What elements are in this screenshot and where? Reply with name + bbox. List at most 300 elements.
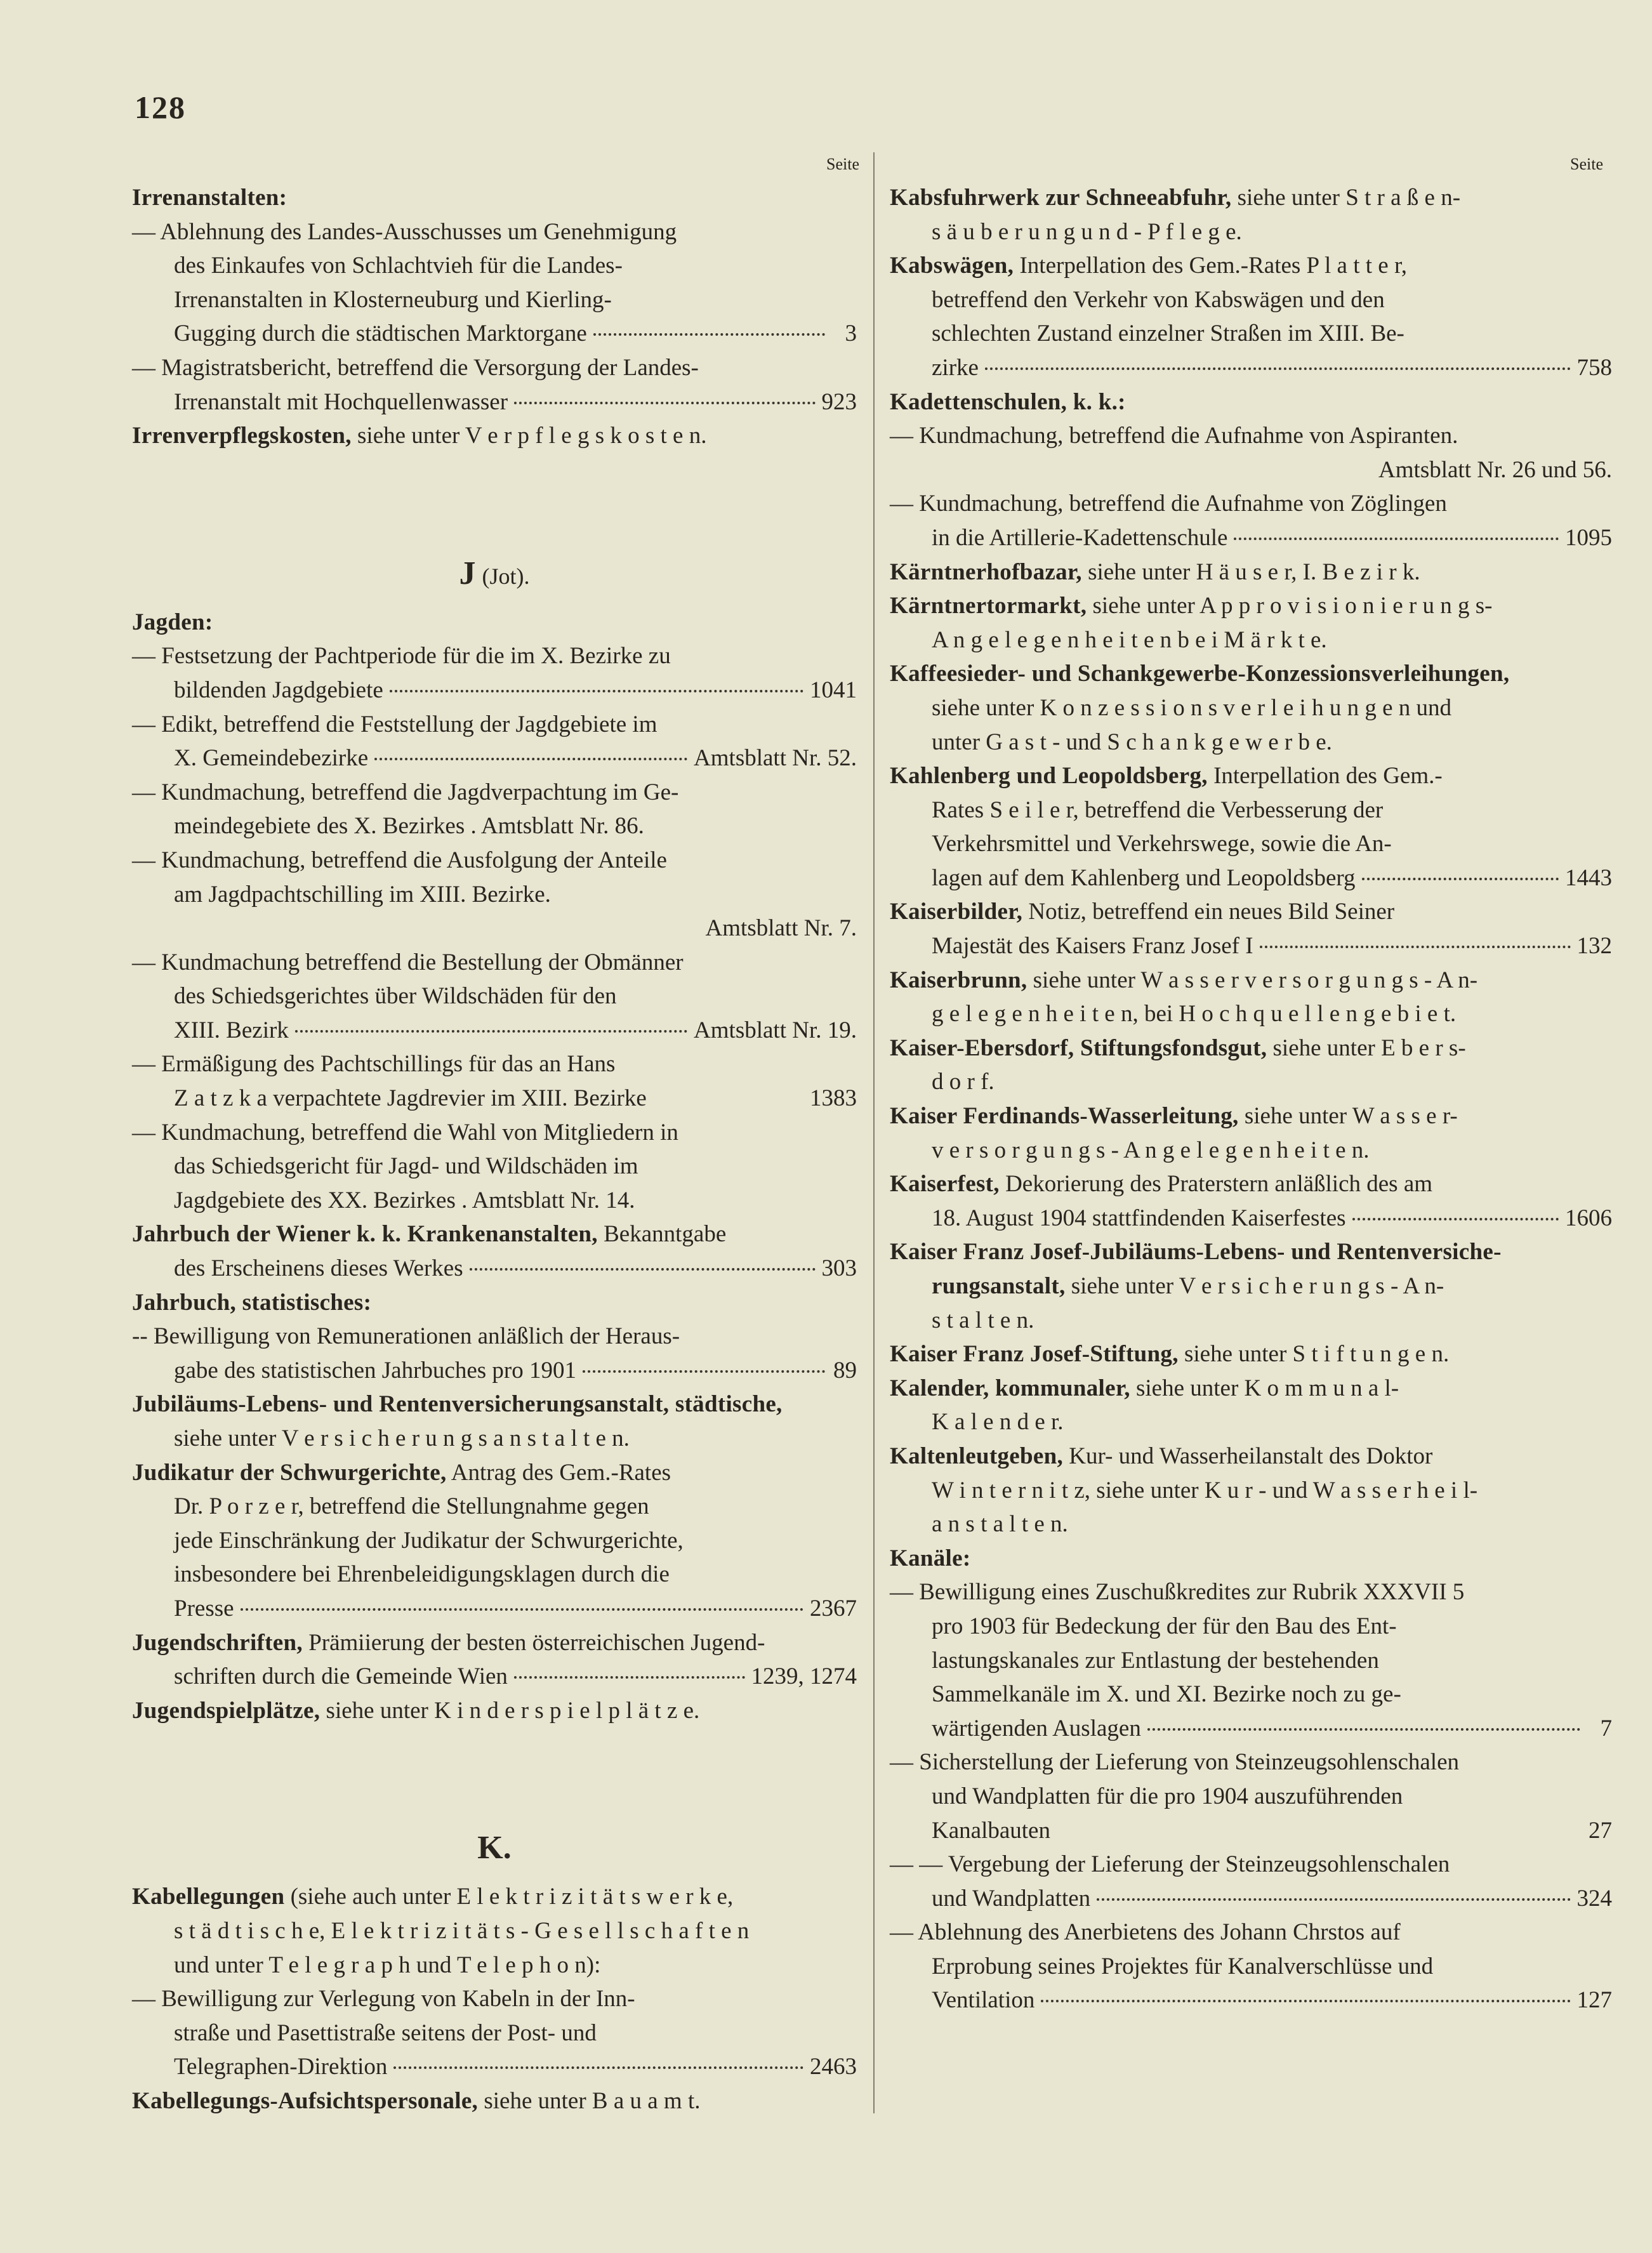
entry-keyword: Kanäle:	[890, 1545, 971, 1571]
page-reference: 1041	[810, 677, 857, 703]
entry-description: insbesondere bei Ehrenbeleidigungsklagen durch die	[174, 1561, 670, 1588]
entry-text	[174, 1660, 508, 1694]
entry-description: siehe unter V e r s i c h e r u n g s - A n-	[1065, 1273, 1444, 1299]
entry-text	[132, 181, 287, 215]
entry-text	[890, 1371, 1399, 1406]
index-entry-continuation	[890, 215, 1612, 249]
entry-description: Irrenanstalt mit Hochquellenwasser	[174, 388, 508, 415]
index-entry-line	[132, 1456, 857, 1490]
index-entry-line	[132, 1626, 857, 1660]
page-reference: 923	[821, 388, 857, 415]
entry-description: des Einkaufes von Schlachtvieh für die Landes-	[174, 253, 623, 279]
entry-keyword: Kaiserbrunn,	[890, 967, 1028, 993]
index-entry-continuation	[890, 1644, 1612, 1678]
index-entry-continuation	[890, 827, 1612, 861]
entry-description: g e l e g e n h e i t e n, bei H o c h q u e l l e n g e b i e t.	[932, 1001, 1457, 1027]
entry-description: — Ermäßigung des Pachtschillings für das an Hans	[132, 1051, 616, 1078]
entry-description: Notiz, betreffend ein neues Bild Seiner	[1022, 899, 1395, 925]
index-entry-line	[890, 487, 1612, 521]
entry-description: XIII. Bezirk	[174, 1017, 289, 1043]
index-entry-continuation	[890, 1677, 1612, 1712]
dot-leader	[1147, 1728, 1580, 1731]
entry-text	[932, 827, 1392, 861]
index-entry-line	[132, 605, 857, 640]
entry-description: Dr. P o r z e r, betreffend die Stellungnahme gegen	[174, 1493, 649, 1520]
entry-description: Jagdgebiete des XX. Bezirkes . Amtsblatt Nr. 14.	[174, 1187, 635, 1213]
entry-text	[932, 1609, 1397, 1644]
entry-text	[890, 249, 1407, 283]
dot-leader	[514, 1676, 745, 1679]
page-reference: 758	[1576, 354, 1612, 381]
entry-description: X. Gemeindebezirke	[174, 745, 369, 772]
entry-text	[132, 1694, 699, 1728]
entry-text	[890, 555, 1420, 590]
entry-text	[932, 1201, 1346, 1236]
entry-description: — Ablehnung des Anerbietens des Johann Chrstos auf	[890, 1919, 1401, 1946]
entry-text	[890, 1031, 1466, 1066]
entry-keyword: Kaiserbilder,	[890, 899, 1023, 925]
entry-keyword: Judikatur der Schwurgerichte,	[132, 1459, 447, 1486]
entry-text	[132, 605, 213, 640]
entry-description: s ä u b e r u n g u n d - P f l e g e.	[932, 218, 1242, 245]
entry-keyword: Kaiserfest,	[890, 1171, 1000, 1198]
entry-text	[890, 589, 1492, 623]
index-entry-continuation	[132, 1081, 857, 1116]
entry-description: W i n t e r n i t z, siehe unter K u r - und W a s s e r h e i l-	[932, 1477, 1478, 1503]
entry-keyword: Kahlenberg und Leopoldsberg,	[890, 763, 1208, 790]
entry-text	[890, 963, 1477, 998]
entry-text	[932, 1065, 995, 1099]
entry-description: Interpellation des Gem.-	[1207, 763, 1443, 790]
entry-description: unter G a s t - und S c h a n k g e w e r b e.	[932, 729, 1332, 755]
dot-leader	[1041, 2000, 1570, 2002]
index-entry-continuation	[132, 1252, 857, 1286]
index-entry-continuation	[890, 1507, 1612, 1542]
entry-text	[890, 1915, 1401, 1950]
index-entry-line	[890, 1337, 1612, 1371]
entry-text	[132, 215, 677, 249]
index-entry-continuation	[132, 2050, 857, 2084]
entry-description: des Schiedsgerichtes über Wildschäden für den	[174, 983, 617, 1010]
index-entry-line	[890, 1371, 1612, 1406]
entry-description: — Bewilligung zur Verlegung von Kabeln in der Inn-	[132, 1986, 635, 2012]
entry-description: und unter T e l e g r a p h und T e l e p h o n):	[174, 1952, 601, 1978]
entry-description: — Magistratsbericht, betreffend die Versorgung der Landes-	[132, 354, 699, 381]
entry-text	[174, 979, 617, 1014]
index-entry-continuation	[890, 1405, 1612, 1439]
entry-description: Z a t z k a verpachtete Jagdrevier im XIII. Bezirke	[174, 1085, 647, 1112]
entry-text	[174, 283, 612, 317]
entry-description: Prämiierung der besten österreichischen Jugend-	[302, 1629, 765, 1656]
entry-description: — Kundmachung, betreffend die Jagdverpachtung im Ge-	[132, 779, 679, 805]
entry-keyword: Irrenanstalten:	[132, 185, 287, 211]
entry-description: — — Vergebung der Lieferung der Steinzeugsohlenschalen	[890, 1851, 1450, 1878]
entry-description: 18. August 1904 stattfindenden Kaiserfestes	[932, 1205, 1346, 1231]
index-entry-continuation	[890, 453, 1612, 487]
entry-text	[932, 351, 979, 385]
entry-text	[890, 657, 1509, 691]
entry-text	[132, 776, 678, 810]
index-entry-continuation	[890, 1712, 1612, 1746]
dot-leader	[374, 758, 687, 760]
entry-text	[132, 1319, 680, 1354]
index-entry-continuation	[132, 1592, 857, 1626]
entry-description: Kanalbauten	[932, 1817, 1050, 1844]
entry-description: siehe unter K i n d e r s p i e l p l ä t z e.	[320, 1697, 700, 1724]
entry-keyword: Kadettenschulen, k. k.:	[890, 388, 1126, 415]
entry-text	[174, 385, 508, 420]
index-entry-continuation	[890, 1065, 1612, 1099]
entry-description: Ventilation	[932, 1987, 1035, 2014]
entry-keyword: Jubiläums-Lebens- und Rentenversicherungsanstalt, städtische,	[132, 1391, 783, 1418]
index-entry-line	[890, 555, 1612, 590]
entry-description: — Kundmachung betreffend die Bestellung der Obmänner	[132, 949, 684, 975]
entry-description: — Bewilligung eines Zuschußkredites zur Rubrik XXXVII 5	[890, 1579, 1465, 1606]
entry-description: lastungskanales zur Entlastung der bestehenden	[932, 1647, 1379, 1674]
index-entry-continuation	[890, 1780, 1612, 1814]
entry-description: siehe unter H ä u s e r, I. B e z i r k.	[1081, 558, 1420, 585]
index-entry-continuation	[132, 1014, 857, 1048]
entry-description: a n s t a l t e n.	[932, 1511, 1068, 1538]
seite-label-left: Seite	[826, 155, 859, 173]
entry-description: bildenden Jagdgebiete	[174, 677, 383, 703]
entry-description: gabe des statistischen Jahrbuches pro 1901	[174, 1357, 576, 1384]
entry-text	[174, 1252, 463, 1286]
index-entry-continuation	[132, 283, 857, 317]
entry-description: — Edikt, betreffend die Feststellung der Jagdgebiete im	[132, 711, 657, 737]
dot-leader	[514, 402, 815, 404]
page-reference: 1383	[810, 1085, 857, 1112]
entry-keyword: Kabellegungs-Aufsichtspersonale,	[132, 2087, 479, 2114]
entry-description: siehe unter A p p r o v i s i o n i e r u n g s-	[1087, 593, 1493, 619]
entry-text	[890, 759, 1443, 793]
entry-text	[890, 1337, 1449, 1371]
index-entry-line	[890, 1167, 1612, 1201]
entry-text	[890, 419, 1458, 453]
entry-text	[132, 639, 671, 673]
entry-description: Telegraphen-Direktion	[174, 2054, 388, 2080]
index-entry-continuation	[890, 1304, 1612, 1338]
entry-description: siehe unter S t i f t u n g e n.	[1178, 1341, 1450, 1368]
entry-text	[932, 691, 1451, 725]
index-entry-continuation	[890, 1882, 1612, 1916]
entry-description: s t a l t e n.	[932, 1307, 1034, 1333]
entry-description: siehe unter S t r a ß e n-	[1231, 185, 1461, 211]
index-entry-line	[890, 385, 1612, 420]
entry-text	[132, 419, 706, 453]
entry-keyword: Kaffeesieder- und Schankgewerbe-Konzessionsverleihungen,	[890, 661, 1510, 687]
dot-leader	[241, 1608, 803, 1611]
entry-description: pro 1903 für Bedeckung der für den Bau des Ent-	[932, 1613, 1397, 1639]
index-entry-continuation	[132, 1149, 857, 1184]
entry-text	[890, 1439, 1432, 1474]
dot-leader	[295, 1030, 687, 1033]
index-entry-continuation	[890, 1983, 1612, 2018]
index-entry-continuation	[890, 1474, 1612, 1508]
page-reference: Amtsblatt Nr. 19.	[694, 1017, 857, 1043]
entry-text	[932, 725, 1332, 760]
entry-description: siehe unter W a s s e r-	[1238, 1103, 1458, 1130]
index-entry-continuation	[132, 1524, 857, 1558]
index-entry-line	[890, 249, 1612, 283]
index-column-right	[890, 181, 1612, 2018]
entry-text	[174, 2016, 597, 2051]
index-column-left	[132, 181, 857, 2118]
index-entry-line	[132, 351, 857, 385]
index-entry-line	[132, 1880, 857, 1914]
entry-text	[932, 1474, 1477, 1508]
page-reference: 1095	[1565, 524, 1612, 551]
index-entry-line	[132, 2084, 857, 2118]
entry-description: Interpellation des Gem.-Rates P l a t t e r,	[1014, 253, 1408, 279]
entry-keyword: Kärntnertormarkt,	[890, 593, 1087, 619]
entry-keyword: Kärntnerhofbazar,	[890, 558, 1082, 585]
page-reference: Amtsblatt Nr. 52.	[694, 745, 857, 772]
index-entry-line	[890, 1542, 1612, 1576]
entry-description: in die Artillerie-Kadettenschule	[932, 524, 1228, 551]
page-reference: 1606	[1565, 1205, 1612, 1231]
index-entry-line	[132, 1387, 857, 1422]
entry-description: Sammelkanäle im X. und XI. Bezirke noch zu ge-	[932, 1681, 1401, 1708]
entry-description: am Jagdpachtschilling im XIII. Bezirke.	[174, 881, 551, 908]
entry-description: Gugging durch die städtischen Marktorgane	[174, 320, 587, 347]
dot-leader	[1352, 1218, 1559, 1220]
entry-text	[174, 1524, 684, 1558]
index-entry-continuation	[132, 1354, 857, 1388]
entry-text	[932, 1780, 1403, 1814]
entry-description: und Wandplatten	[932, 1885, 1091, 1912]
entry-description: betreffend den Verkehr von Kabswägen und den	[932, 286, 1385, 313]
entry-description: — Kundmachung, betreffend die Ausfolgung der Anteile	[132, 847, 667, 873]
dot-leader	[390, 690, 803, 692]
entry-description: Bekanntgabe	[597, 1221, 727, 1248]
index-entry-line	[890, 181, 1612, 215]
page-reference: 7	[1600, 1715, 1612, 1741]
entry-description: Kur- und Wasserheilanstalt des Doktor	[1063, 1443, 1433, 1469]
entry-description: v e r s o r g u n g s - A n g e l e g e n h e i t e n.	[932, 1137, 1370, 1163]
entry-description: schriften durch die Gemeinde Wien	[174, 1663, 508, 1690]
entry-description: zirke	[932, 354, 979, 381]
entry-text	[132, 1982, 635, 2016]
index-entry-continuation	[890, 1269, 1612, 1304]
entry-text	[132, 2084, 701, 2118]
page-reference: 324	[1576, 1885, 1612, 1912]
index-entry-continuation	[890, 521, 1612, 555]
entry-description: siehe unter K o n z e s s i o n s v e r l e i h u n g e n und	[932, 694, 1451, 721]
entry-text	[132, 843, 667, 878]
entry-description: jede Einschränkung der Judikatur der Schwurgerichte,	[174, 1527, 684, 1554]
page-reference: 27	[1589, 1817, 1612, 1844]
index-entry-line	[132, 1116, 857, 1150]
entry-text	[174, 1490, 649, 1524]
index-entry-continuation	[132, 1948, 857, 1983]
entry-description: — Kundmachung, betreffend die Aufnahme von Zöglingen	[890, 491, 1447, 517]
entry-keyword: Kabsfuhrwerk zur Schneeabfuhr,	[890, 185, 1232, 211]
index-entry-line	[132, 1047, 857, 1081]
entry-text	[174, 1592, 234, 1626]
entry-description: des Erscheinens dieses Werkes	[174, 1255, 463, 1282]
index-entry-line	[132, 843, 857, 878]
entry-text	[132, 1880, 733, 1914]
entry-text	[890, 895, 1394, 929]
index-entry-continuation	[890, 1609, 1612, 1644]
entry-text	[132, 708, 657, 742]
entry-text	[174, 249, 623, 283]
index-entry-line	[890, 895, 1612, 929]
index-entry-continuation	[132, 317, 857, 351]
entry-description: siehe unter B a u a m t.	[478, 2087, 701, 2114]
index-entry-continuation	[132, 673, 857, 708]
index-entry-continuation	[132, 249, 857, 283]
page-reference: 132	[1576, 933, 1612, 960]
entry-description: d o r f.	[932, 1069, 995, 1095]
entry-keyword: Irrenverpflegskosten,	[132, 423, 352, 449]
entry-keyword: Kaiser Ferdinands-Wasserleitung,	[890, 1103, 1239, 1130]
index-entry-continuation	[890, 793, 1612, 828]
index-entry-continuation	[132, 911, 857, 946]
section-letter: K.	[477, 1830, 512, 1866]
index-entry-continuation	[890, 725, 1612, 760]
dot-leader	[1234, 538, 1559, 540]
section-letter-heading	[132, 548, 857, 599]
index-entry-line	[132, 1982, 857, 2016]
entry-text	[932, 521, 1227, 555]
entry-text	[174, 1948, 600, 1983]
index-entry-continuation	[132, 979, 857, 1014]
index-entry-continuation	[890, 1133, 1612, 1168]
entry-text	[932, 929, 1253, 963]
entry-text	[932, 793, 1383, 828]
entry-description: s t ä d t i s c h e, E l e k t r i z i t ä t s - G e s e l l s c h a f t e n	[174, 1917, 750, 1944]
entry-description: siehe unter K o m m u n a l-	[1130, 1375, 1399, 1401]
entry-text	[174, 2050, 387, 2084]
dot-leader	[1260, 946, 1571, 948]
entry-description: — Sicherstellung der Lieferung von Steinzeugsohlenschalen	[890, 1749, 1459, 1776]
index-entry-line	[890, 1915, 1612, 1950]
index-entry-line	[890, 1439, 1612, 1474]
page-reference: 2367	[810, 1595, 857, 1622]
index-entry-continuation	[132, 1490, 857, 1524]
entry-keyword: Jahrbuch der Wiener k. k. Krankenanstalten,	[132, 1221, 598, 1248]
page-reference: 127	[1576, 1987, 1612, 2014]
entry-text	[132, 1456, 671, 1490]
entry-text	[132, 1217, 726, 1252]
entry-text	[174, 809, 644, 843]
entry-description: — Ablehnung des Landes-Ausschusses um Genehmigung	[132, 218, 677, 245]
entry-keyword: Kabswägen,	[890, 253, 1014, 279]
entry-text	[174, 741, 368, 776]
page-reference: 3	[845, 320, 857, 347]
index-entry-line	[132, 639, 857, 673]
index-entry-line	[132, 419, 857, 453]
index-entry-continuation	[132, 878, 857, 912]
index-entry-line	[132, 1286, 857, 1320]
entry-text	[932, 1405, 1064, 1439]
index-entry-continuation	[890, 691, 1612, 725]
entry-text	[890, 1847, 1450, 1882]
index-entry-line	[890, 1847, 1612, 1882]
entry-text	[932, 997, 1456, 1031]
index-entry-line	[132, 1217, 857, 1252]
entry-text	[174, 1422, 630, 1456]
entry-keyword: Kaiser Franz Josef-Jubiläums-Lebens- und Rentenversiche-	[890, 1239, 1502, 1265]
index-entry-continuation	[132, 1422, 857, 1456]
index-entry-continuation	[890, 351, 1612, 385]
index-entry-line	[890, 759, 1612, 793]
index-entry-line	[890, 1745, 1612, 1780]
index-entry-continuation	[890, 623, 1612, 657]
entry-description: siehe unter W a s s e r v e r s o r g u n g s - A n-	[1027, 967, 1478, 993]
entry-description: das Schiedsgericht für Jagd- und Wildschäden im	[174, 1153, 638, 1180]
index-entry-line	[890, 963, 1612, 998]
index-entry-continuation	[132, 2016, 857, 2051]
entry-text	[890, 181, 1460, 215]
entry-description: — Festsetzung der Pachtperiode für die im X. Bezirke zu	[132, 643, 671, 670]
index-entry-line	[890, 419, 1612, 453]
index-entry-continuation	[132, 1184, 857, 1218]
entry-text	[132, 1286, 371, 1320]
entry-description: Majestät des Kaisers Franz Josef I	[932, 933, 1253, 960]
entry-text	[174, 1014, 289, 1048]
entry-description: Verkehrsmittel und Verkehrswege, sowie die An-	[932, 831, 1392, 857]
section-letter-heading	[132, 1823, 857, 1873]
index-entry-line	[890, 1031, 1612, 1066]
index-entry-continuation	[132, 809, 857, 843]
entry-text	[890, 487, 1447, 521]
dot-leader	[393, 2066, 803, 2069]
index-entry-line	[132, 1319, 857, 1354]
entry-keyword: Jagden:	[132, 609, 213, 635]
entry-text	[890, 1167, 1432, 1201]
index-entry-line	[132, 215, 857, 249]
entry-text	[174, 673, 383, 708]
entry-text	[132, 946, 684, 980]
page-reference: 89	[833, 1357, 857, 1384]
entry-description: (siehe auch unter E l e k t r i z i t ä t s w e r k e,	[284, 1884, 734, 1910]
entry-text	[132, 1626, 765, 1660]
entry-text	[174, 1557, 670, 1592]
entry-text	[132, 1116, 678, 1150]
index-entry-line	[890, 1575, 1612, 1609]
entry-text	[932, 861, 1356, 895]
entry-text	[932, 1983, 1034, 2018]
index-entry-continuation	[890, 861, 1612, 895]
entry-text	[174, 1184, 635, 1218]
entry-keyword: Jahrbuch, statistisches:	[132, 1289, 372, 1316]
entry-description: siehe unter V e r s i c h e r u n g s a n s t a l t e n.	[174, 1425, 630, 1451]
page-reference: Amtsblatt Nr. 26 und 56.	[1378, 456, 1612, 483]
entry-description: Presse	[174, 1595, 234, 1622]
column-divider	[873, 152, 875, 2113]
index-entry-line	[132, 181, 857, 215]
entry-text	[174, 878, 551, 912]
entry-keyword: Kaiser Franz Josef-Stiftung,	[890, 1341, 1179, 1368]
entry-text	[932, 283, 1385, 317]
index-entry-continuation	[132, 1914, 857, 1948]
entry-text	[932, 1269, 1444, 1304]
index-entry-continuation	[132, 741, 857, 776]
entry-description: schlechten Zustand einzelner Straßen im XIII. Be-	[932, 320, 1404, 347]
entry-description: straße und Pasettistraße seitens der Post- und	[174, 2019, 597, 2046]
entry-keyword: rungsanstalt,	[932, 1273, 1066, 1299]
entry-description: meindegebiete des X. Bezirkes . Amtsblatt Nr. 86.	[174, 813, 644, 840]
entry-text	[174, 317, 587, 351]
page-reference: 303	[821, 1255, 857, 1282]
section-letter-name: (Jot).	[482, 563, 530, 589]
page-reference: 2463	[810, 2054, 857, 2080]
entry-text	[174, 1149, 638, 1184]
section-letter: J	[459, 555, 476, 591]
